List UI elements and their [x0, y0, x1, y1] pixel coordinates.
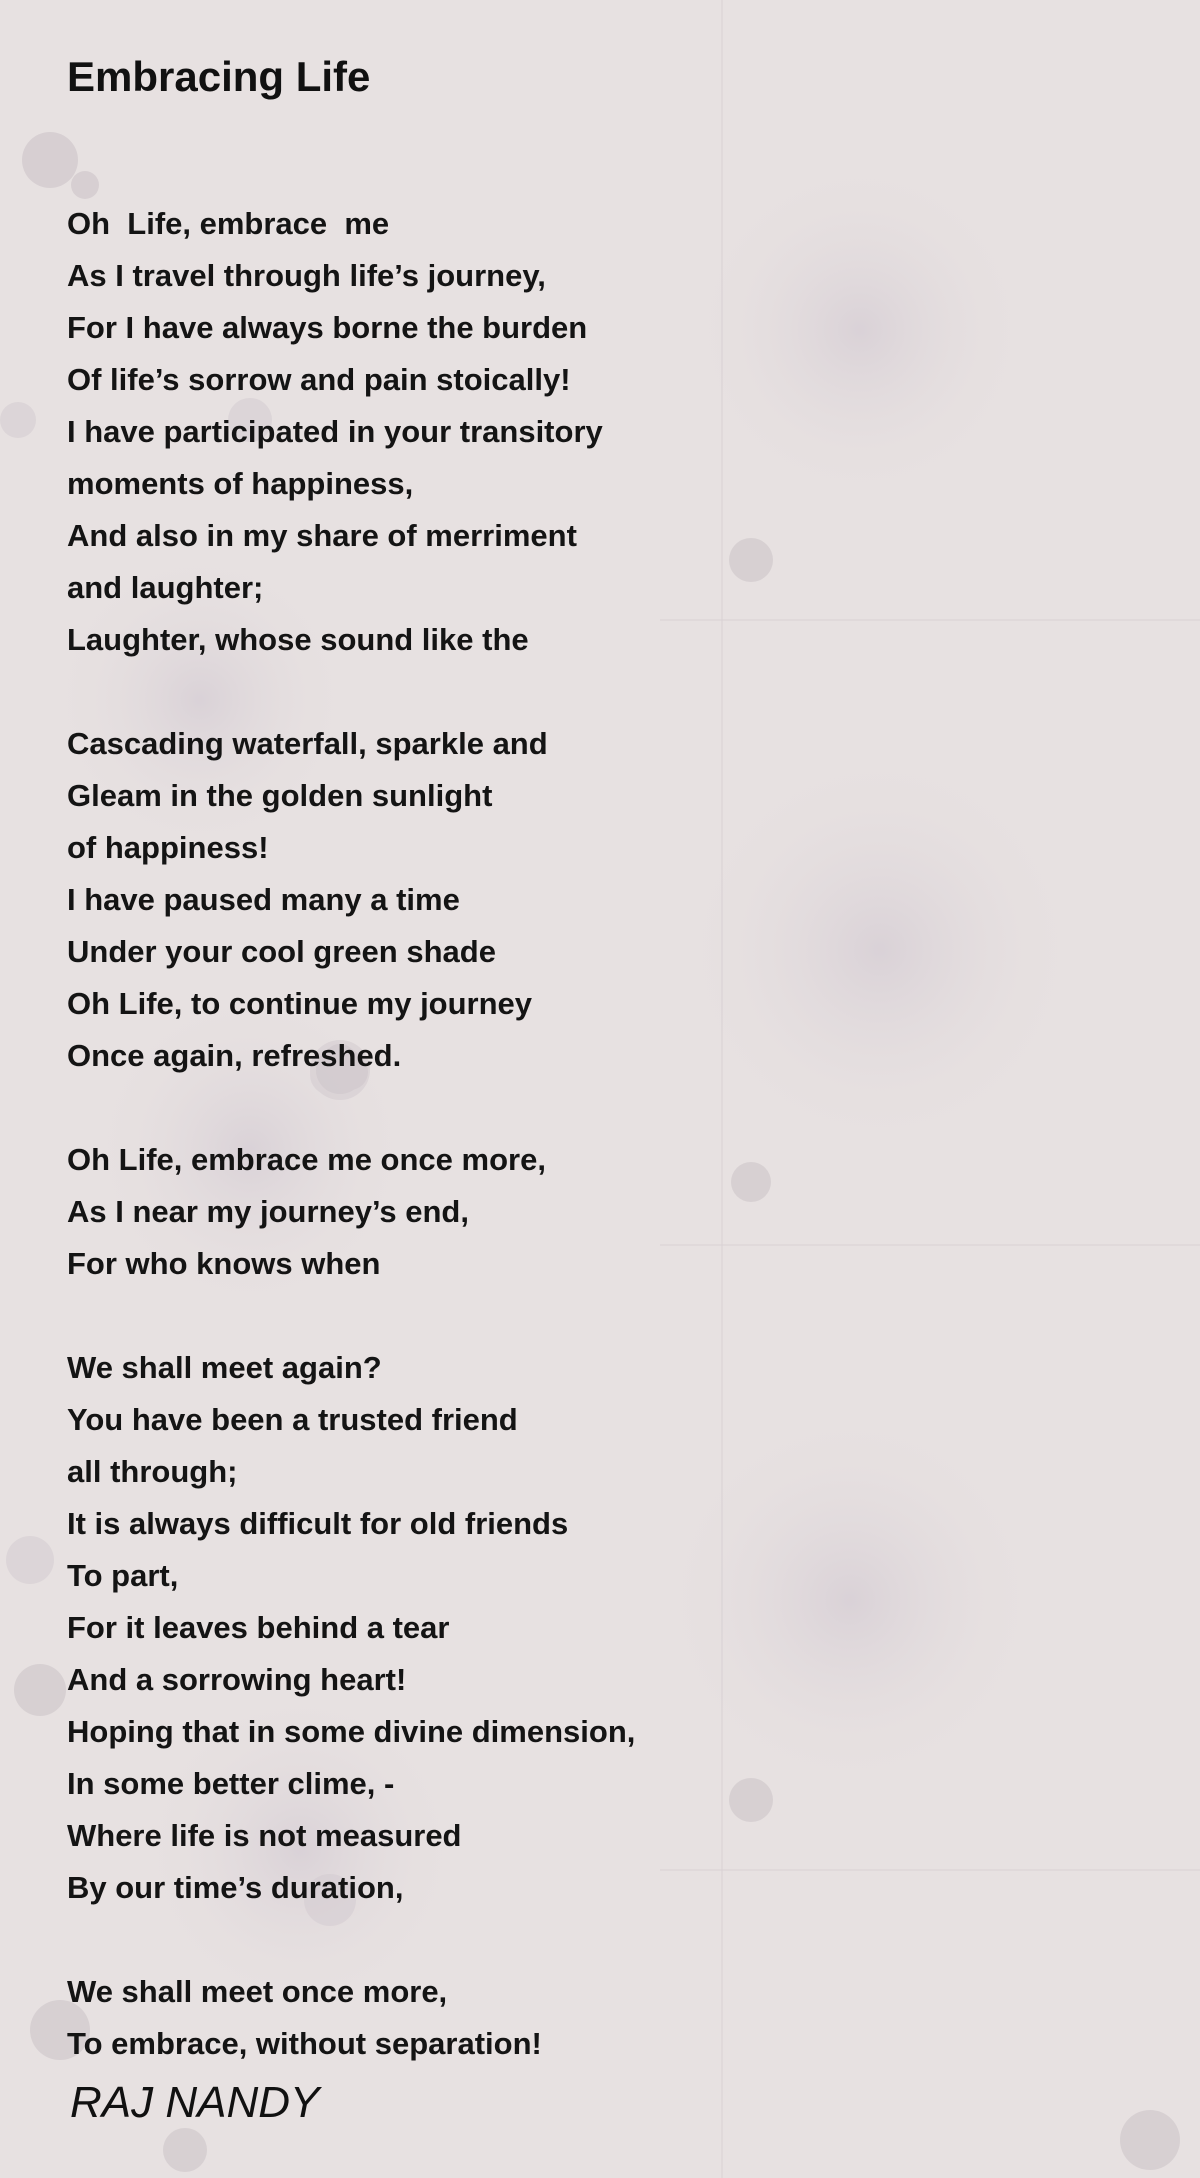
poem-line: of happiness! [67, 830, 269, 865]
poem-line: We shall meet again? [67, 1350, 382, 1385]
poem-stanza [67, 1966, 1127, 2070]
poem-line: Oh Life, to continue my journey [67, 986, 533, 1021]
poem-line: Cascading waterfall, sparkle and [67, 726, 548, 761]
poem-line: You have been a trusted friend [67, 1402, 518, 1437]
poem-line: and laughter; [67, 570, 264, 605]
poem-line: all through; [67, 1454, 238, 1489]
poem-line: Under your cool green shade [67, 934, 496, 969]
poem-line: For I have always borne the burden [67, 310, 588, 345]
poem-author: RAJ NANDY [70, 2078, 320, 2127]
poem-line: Oh Life, embrace me [67, 206, 390, 241]
poem-line: And a sorrowing heart! [67, 1662, 407, 1697]
poem-line: And also in my share of merriment [67, 518, 577, 553]
poem-line: As I travel through life’s journey, [67, 258, 546, 293]
poem-line: Oh Life, embrace me once more, [67, 1142, 546, 1177]
poem-line: I have participated in your transitory [67, 414, 603, 449]
poem-line: moments of happiness, [67, 466, 414, 501]
poem-line: As I near my journey’s end, [67, 1194, 469, 1229]
poem-body [67, 198, 1127, 2122]
poem-line: For it leaves behind a tear [67, 1610, 450, 1645]
poem-line: To embrace, without separation! [67, 2026, 542, 2061]
poem-container [67, 48, 1127, 2061]
poem-line: I have paused many a time [67, 882, 460, 917]
poem-line: Gleam in the golden sunlight [67, 778, 493, 813]
poem-title: Embracing Life [67, 53, 371, 100]
poem-stanza [67, 198, 1127, 666]
poem-line: Hoping that in some divine dimension, [67, 1714, 636, 1749]
poem-line: It is always difficult for old friends [67, 1506, 569, 1541]
poem-line: By our time’s duration, [67, 1870, 404, 1905]
poem-line: For who knows when [67, 1246, 381, 1281]
poem-line: In some better clime, - [67, 1766, 395, 1801]
poem-line: To part, [67, 1558, 179, 1593]
poem-line: Once again, refreshed. [67, 1038, 402, 1073]
poem-line: Where life is not measured [67, 1818, 462, 1853]
poem-stanza [67, 1342, 1127, 1914]
poem-stanza [67, 1134, 1127, 1290]
poem-line: Laughter, whose sound like the [67, 622, 529, 657]
poem-line: Of life’s sorrow and pain stoically! [67, 362, 571, 397]
poem-stanza [67, 718, 1127, 1082]
poem-line: We shall meet once more, [67, 1974, 448, 2009]
